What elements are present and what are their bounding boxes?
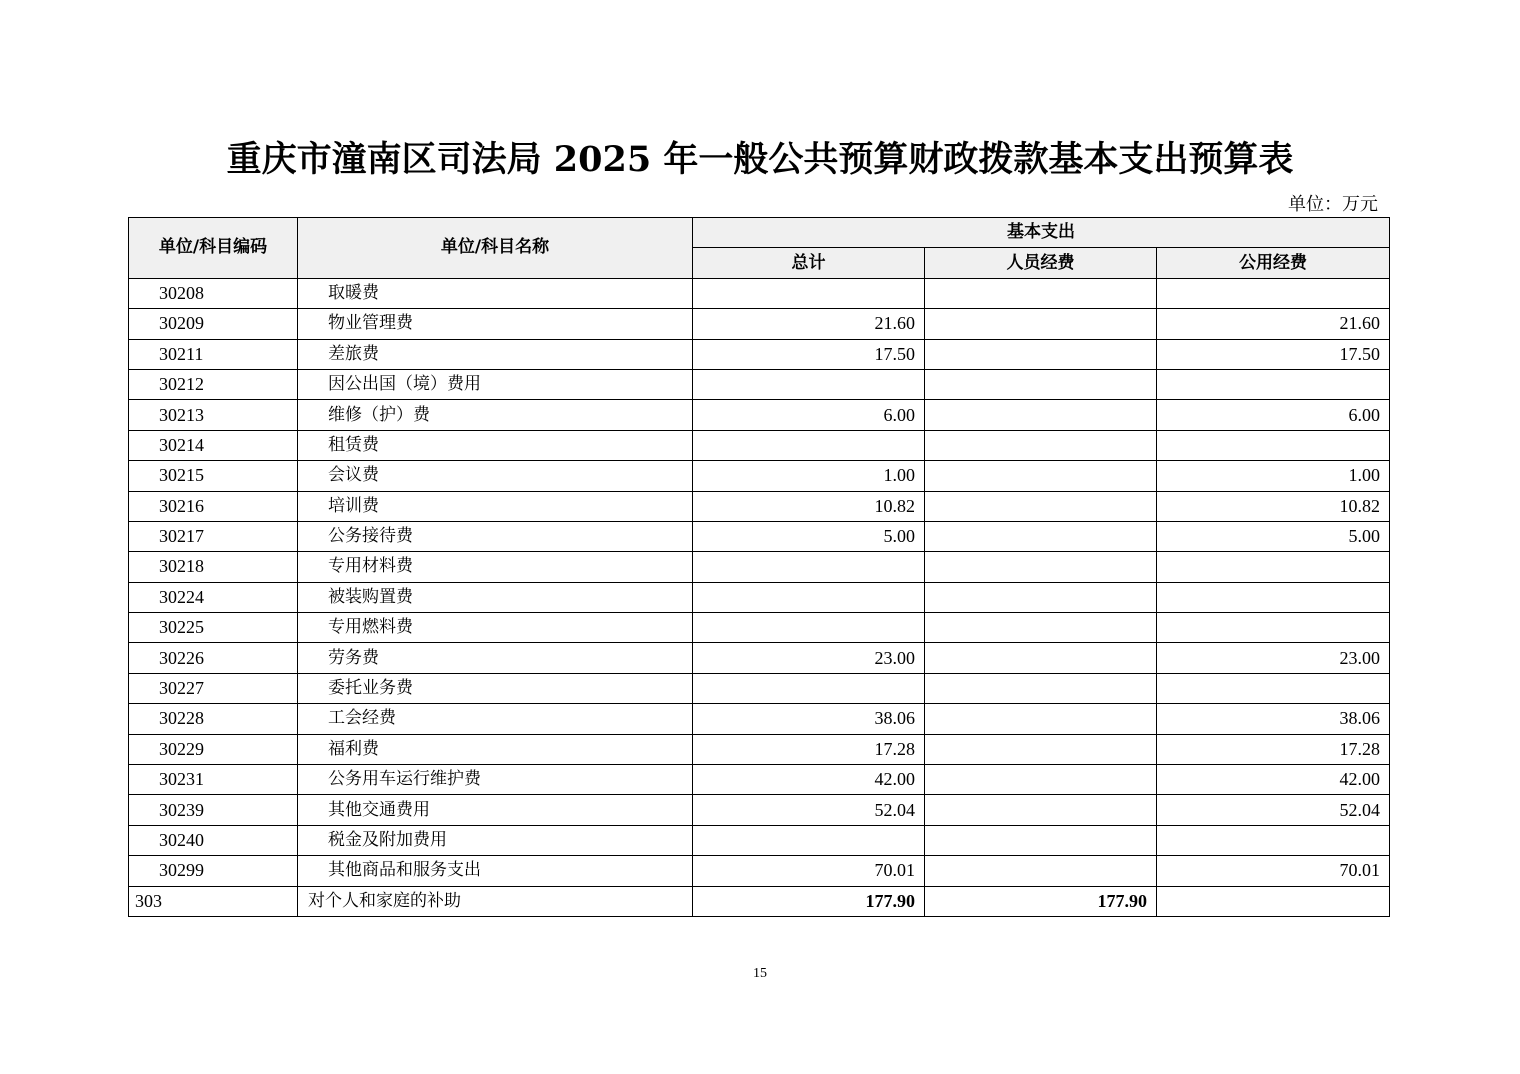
name-cell: 公务用车运行维护费 [298,765,693,795]
table-row [129,521,1390,551]
header-code: 单位/科目编码 [129,218,298,279]
table-row [129,856,1390,886]
personnel-cell [925,856,1157,886]
total-cell: 6.00 [693,400,925,430]
code-cell: 30215 [129,461,298,491]
code-cell: 30226 [129,643,298,673]
table-row [129,552,1390,582]
code-cell: 30225 [129,613,298,643]
total-cell: 21.60 [693,309,925,339]
public-cell [1157,582,1390,612]
name-cell: 其他商品和服务支出 [298,856,693,886]
header-personnel: 人员经费 [925,248,1157,278]
total-cell: 23.00 [693,643,925,673]
personnel-cell [925,704,1157,734]
table-row [129,613,1390,643]
total-cell: 177.90 [693,886,925,916]
personnel-cell [925,461,1157,491]
public-cell: 5.00 [1157,521,1390,551]
table-row [129,309,1390,339]
name-cell: 其他交通费用 [298,795,693,825]
total-cell [693,825,925,855]
total-cell: 17.50 [693,339,925,369]
table-header [129,218,1390,279]
page-number: 15 [753,966,767,981]
header-basic-expenditure: 基本支出 [693,218,1390,248]
personnel-cell [925,795,1157,825]
personnel-cell [925,825,1157,855]
personnel-cell [925,673,1157,703]
page-title: 重庆市潼南区司法局 2025 年一般公共预算财政拨款基本支出预算表 [226,139,1294,180]
public-cell: 1.00 [1157,461,1390,491]
name-cell: 维修（护）费 [298,400,693,430]
code-cell: 30213 [129,400,298,430]
personnel-cell [925,734,1157,764]
total-cell [693,369,925,399]
personnel-cell [925,521,1157,551]
code-cell: 30239 [129,795,298,825]
unit-label: 单位：万元 [1288,194,1378,215]
code-cell: 30231 [129,765,298,795]
personnel-cell [925,643,1157,673]
total-cell: 17.28 [693,734,925,764]
code-cell: 30218 [129,552,298,582]
table-row [129,734,1390,764]
public-cell: 38.06 [1157,704,1390,734]
name-cell: 专用材料费 [298,552,693,582]
personnel-cell [925,400,1157,430]
public-cell [1157,673,1390,703]
name-cell: 培训费 [298,491,693,521]
code-cell: 30209 [129,309,298,339]
header-name: 单位/科目名称 [298,218,693,279]
public-cell [1157,886,1390,916]
personnel-cell [925,339,1157,369]
name-cell: 税金及附加费用 [298,825,693,855]
personnel-cell [925,430,1157,460]
table-row [129,643,1390,673]
table-row [129,400,1390,430]
personnel-cell [925,278,1157,308]
code-cell: 30224 [129,582,298,612]
code-cell: 30211 [129,339,298,369]
name-cell: 租赁费 [298,430,693,460]
personnel-cell [925,613,1157,643]
public-cell: 17.28 [1157,734,1390,764]
name-cell: 福利费 [298,734,693,764]
header-total: 总计 [693,248,925,278]
personnel-cell [925,491,1157,521]
name-cell: 物业管理费 [298,309,693,339]
total-cell: 52.04 [693,795,925,825]
code-cell: 30299 [129,856,298,886]
header-public: 公用经费 [1157,248,1390,278]
total-cell: 42.00 [693,765,925,795]
public-cell: 70.01 [1157,856,1390,886]
table-row [129,704,1390,734]
personnel-cell [925,552,1157,582]
total-cell [693,278,925,308]
table-row [129,886,1390,916]
public-cell [1157,430,1390,460]
public-cell: 52.04 [1157,795,1390,825]
code-cell: 30240 [129,825,298,855]
table-row [129,278,1390,308]
total-cell: 1.00 [693,461,925,491]
table-row [129,430,1390,460]
table-row [129,795,1390,825]
total-cell: 38.06 [693,704,925,734]
total-cell [693,613,925,643]
personnel-cell [925,582,1157,612]
table-row [129,825,1390,855]
table-row [129,369,1390,399]
table-row [129,491,1390,521]
total-cell [693,552,925,582]
name-cell: 被装购置费 [298,582,693,612]
public-cell: 10.82 [1157,491,1390,521]
total-cell: 10.82 [693,491,925,521]
code-cell: 30228 [129,704,298,734]
public-cell: 21.60 [1157,309,1390,339]
code-cell: 30212 [129,369,298,399]
code-cell: 30214 [129,430,298,460]
public-cell [1157,825,1390,855]
total-cell [693,673,925,703]
total-cell [693,430,925,460]
code-cell: 30208 [129,278,298,308]
code-cell: 303 [129,886,298,916]
public-cell [1157,278,1390,308]
name-cell: 差旅费 [298,339,693,369]
public-cell: 6.00 [1157,400,1390,430]
total-cell: 5.00 [693,521,925,551]
name-cell: 公务接待费 [298,521,693,551]
public-cell: 17.50 [1157,339,1390,369]
name-cell: 工会经费 [298,704,693,734]
code-cell: 30216 [129,491,298,521]
total-cell [693,582,925,612]
table-row [129,673,1390,703]
name-cell: 劳务费 [298,643,693,673]
public-cell [1157,552,1390,582]
name-cell: 专用燃料费 [298,613,693,643]
total-cell: 70.01 [693,856,925,886]
public-cell: 42.00 [1157,765,1390,795]
table-row [129,339,1390,369]
name-cell: 对个人和家庭的补助 [298,886,693,916]
budget-table [128,217,1390,917]
table-row [129,461,1390,491]
name-cell: 因公出国（境）费用 [298,369,693,399]
personnel-cell [925,765,1157,795]
code-cell: 30229 [129,734,298,764]
table-row [129,582,1390,612]
table-row [129,765,1390,795]
name-cell: 委托业务费 [298,673,693,703]
personnel-cell [925,369,1157,399]
name-cell: 取暖费 [298,278,693,308]
public-cell: 23.00 [1157,643,1390,673]
public-cell [1157,369,1390,399]
name-cell: 会议费 [298,461,693,491]
public-cell [1157,613,1390,643]
personnel-cell [925,309,1157,339]
code-cell: 30217 [129,521,298,551]
table-body [129,278,1390,916]
personnel-cell: 177.90 [925,886,1157,916]
code-cell: 30227 [129,673,298,703]
